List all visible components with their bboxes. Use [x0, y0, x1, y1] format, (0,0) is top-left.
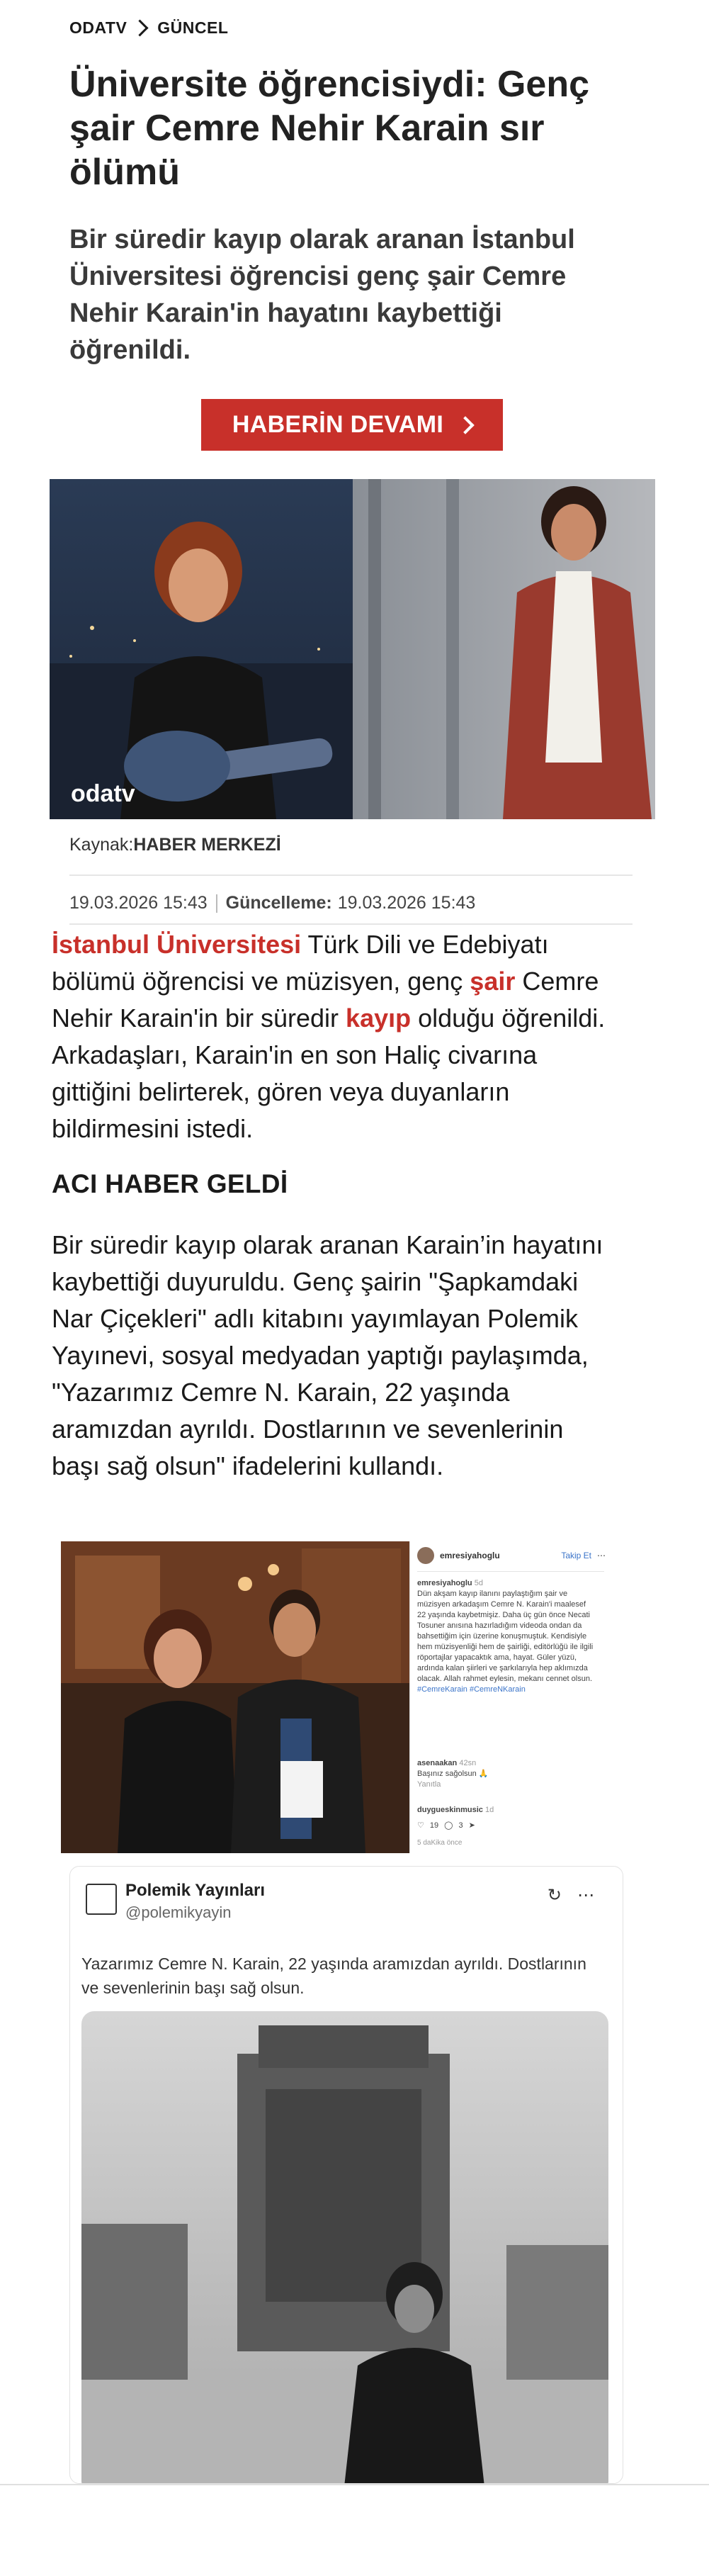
- avatar[interactable]: [417, 1547, 434, 1564]
- divider: [417, 1571, 604, 1572]
- tag-link-istanbul-universitesi[interactable]: İstanbul Üniversitesi: [52, 930, 302, 959]
- breadcrumb-site-link[interactable]: ODATV: [69, 18, 127, 37]
- comment-time: 1d: [484, 1806, 494, 1814]
- tweet-text: Yazarımız Cemre N. Karain, 22 yaşında aramızdan ayrıldı. Dostlarının ve sevenlerinin başı sağ olsun.: [81, 1955, 586, 1997]
- divider: [216, 894, 217, 913]
- paragraph-text: olduğu öğrenildi. Arkadaşları, Karain'in en son Haliç civarına gittiğini belirterek, gören veya duyanların bildirmesini istedi.: [52, 1003, 606, 1143]
- instagram-embed[interactable]: [61, 1541, 612, 1853]
- post-age: 5 daKika önce: [417, 1839, 463, 1847]
- like-count: 19: [429, 1821, 439, 1830]
- continue-reading-button[interactable]: [201, 399, 503, 451]
- tweet-actions: [548, 1885, 594, 1906]
- instagram-comment: [417, 1805, 594, 1816]
- article-summary: Bir süredir kayıp olarak aranan İstanbul Üniversitesi öğrencisi genç şair Cemre Nehir Karain'in hayatını kaybettiği öğrenildi.: [69, 225, 575, 365]
- caption-time: 5d: [474, 1579, 483, 1587]
- comment-icon[interactable]: ◯: [444, 1821, 453, 1830]
- tag-link-sair[interactable]: şair: [470, 967, 516, 996]
- instagram-comment: [417, 1758, 594, 1790]
- comment-username[interactable]: asenaakan: [417, 1759, 458, 1767]
- divider: [69, 923, 633, 925]
- polemik-logo-icon[interactable]: [86, 1884, 117, 1915]
- chevron-right-icon: [456, 416, 474, 434]
- paragraph-text: Cemre Nehir Karain'in bir süredir: [52, 967, 599, 1033]
- tweet-author-handle[interactable]: @polemikyayin: [125, 1903, 232, 1921]
- updated-date: 19.03.2026 15:43: [337, 893, 476, 913]
- refresh-icon[interactable]: ↻: [547, 1886, 562, 1905]
- article-dates: [69, 893, 475, 913]
- instagram-caption: [417, 1578, 594, 1695]
- follow-button[interactable]: Takip Et: [561, 1551, 591, 1560]
- hero-image: [50, 479, 655, 819]
- reply-link[interactable]: Yanıtla: [417, 1780, 441, 1789]
- caption-hashtags[interactable]: #CemreKarain #CemreNKarain: [417, 1685, 526, 1694]
- section-heading: ACI HABER GELDİ: [52, 1169, 288, 1198]
- breadcrumb: [69, 18, 228, 38]
- tweet-author-name[interactable]: Polemik Yayınları: [125, 1881, 266, 1900]
- instagram-header: [417, 1547, 606, 1564]
- comment-username[interactable]: duygueskinmusic: [417, 1806, 483, 1814]
- instagram-photo: [61, 1541, 409, 1853]
- page-title: Üniversite öğrencisiydi: Genç şair Cemre Nehir Karain sır ölümü: [69, 64, 590, 193]
- comment-count: 3: [458, 1821, 463, 1830]
- published-date: 19.03.2026 15:43: [69, 893, 208, 913]
- divider: [0, 2484, 709, 2485]
- caption-username[interactable]: emresiyahoglu: [417, 1579, 472, 1587]
- article-paragraph: Bir süredir kayıp olarak aranan Karain’in hayatını kaybettiği duyuruldu. Genç şairin "Şapkamdaki Nar Çiçekleri" adlı kitabını yayımlayan Polemik Yayınevi, sosyal medyadan yaptığı paylaşımda, "Yazarımız Cemre N. Karain, 22 yaşında aramızdan ayrıldı. Dostlarının ve sevenlerinin başı sağ olsun" ifadelerini kullandı.: [52, 1230, 603, 1480]
- paragraph-text: Türk Dili ve Edebiyatı bölümü öğrencisi ve müzisyen, genç: [52, 930, 549, 996]
- caption-text: Dün akşam kayıp ilanını paylaştığım şair ve müzisyen arkadaşım Cemre N. Karain'i maalesef 22 yaşında kaybetmişiz. Daha üç gün önce Necati Tosuner anısına hazırladığım videoda ondan da bahsettiğim için üzerine konuşmuştuk. Kendisiyle hem müzisyenliği hem de şairliği, editörlüğü ile ilgili röportajlar yapacaktık ama, hayat. Güler yüzü, ardında kalan şiirleri ve şarkılarıyla hep aklımızda olacak. Allah rahmet eylesin, mekanı cennet olsun.: [417, 1590, 594, 1683]
- tweet-photo[interactable]: [81, 2011, 608, 2484]
- hero-watermark: odatv: [71, 780, 135, 807]
- comment-text: Başınız sağolsun 🙏: [417, 1770, 489, 1778]
- tweet-embed[interactable]: [69, 1866, 623, 2484]
- updated-label: Güncelleme:: [225, 893, 332, 913]
- instagram-actions: [417, 1821, 475, 1831]
- source-label: Kaynak:: [69, 835, 134, 855]
- continue-reading-label: HABERİN DEVAMI: [232, 411, 444, 438]
- instagram-username[interactable]: emresiyahoglu: [440, 1551, 500, 1560]
- heart-icon[interactable]: ♡: [417, 1821, 424, 1830]
- tag-link-kayip[interactable]: kayıp: [346, 1003, 412, 1033]
- chevron-right-icon: [132, 19, 149, 36]
- share-icon[interactable]: ➤: [468, 1821, 475, 1830]
- more-options-icon[interactable]: ⋯: [597, 1551, 606, 1560]
- article-source: [69, 835, 281, 855]
- divider: [69, 874, 633, 876]
- comment-time: 42sn: [459, 1759, 477, 1767]
- instagram-sidebar: [409, 1541, 612, 1853]
- source-value: HABER MERKEZİ: [133, 835, 281, 855]
- article-paragraph: [52, 926, 618, 1147]
- breadcrumb-section-link[interactable]: GÜNCEL: [157, 18, 229, 37]
- more-options-icon[interactable]: ⋯: [577, 1886, 594, 1905]
